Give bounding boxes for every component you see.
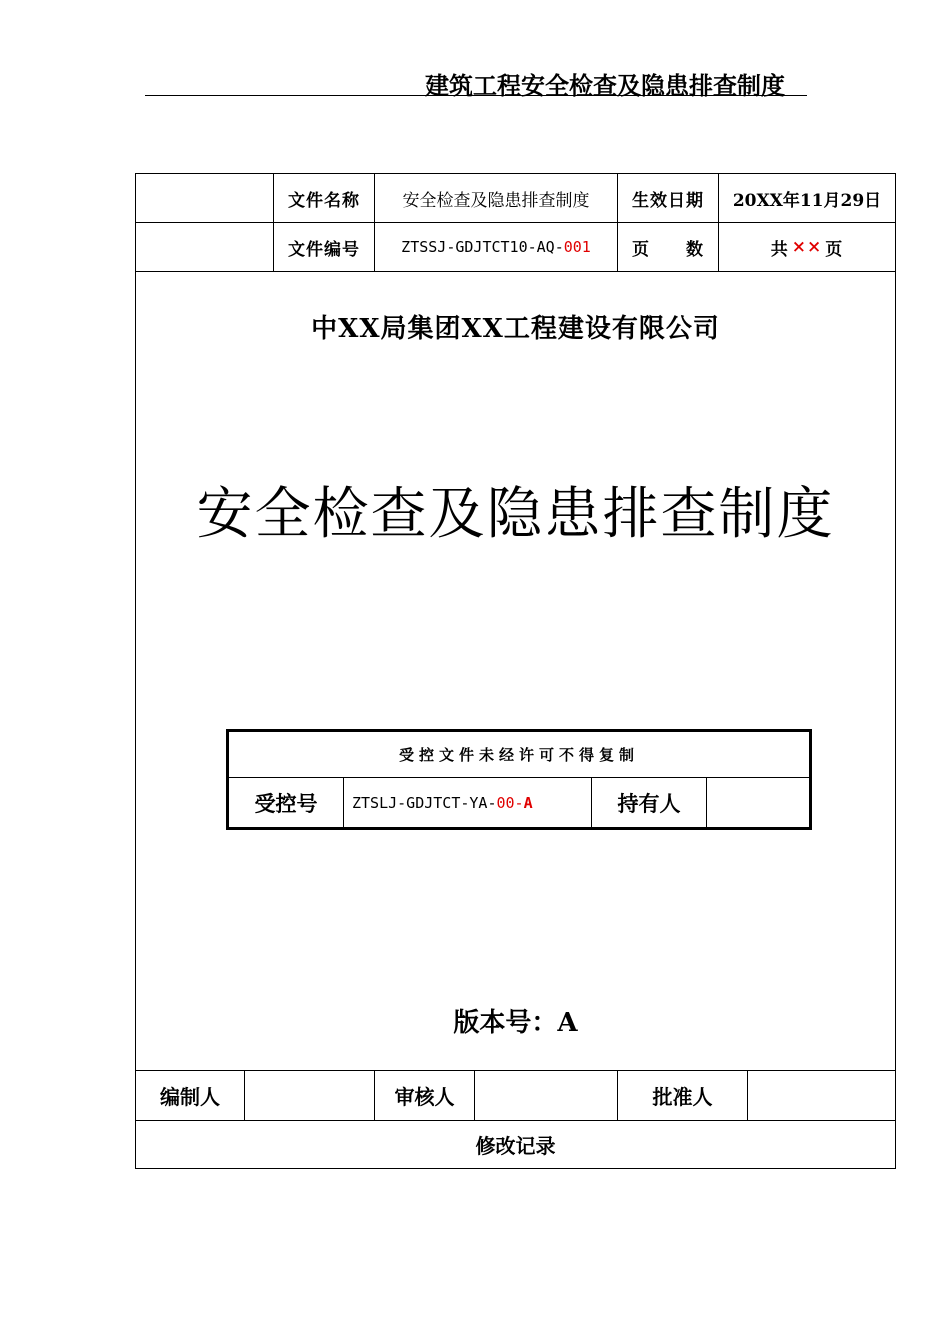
revision-record-label: 修改记录	[475, 1134, 556, 1158]
control-number-prefix: ZTSLJ-GDJTCT-YA-	[352, 793, 497, 812]
reviewer-label: 审核人	[394, 1085, 455, 1109]
holder-value[interactable]	[707, 778, 809, 827]
control-number-seq: 00-	[496, 793, 524, 812]
file-number-value	[375, 223, 617, 271]
pages-mark: ××	[791, 237, 823, 257]
control-number-rev: A	[523, 793, 533, 812]
header-rule	[145, 95, 807, 96]
reviewer-value[interactable]	[475, 1071, 617, 1120]
control-number-value	[344, 778, 591, 827]
holder-label: 持有人	[617, 790, 681, 816]
editor-label: 编制人	[160, 1085, 220, 1109]
pages-prefix: 共	[770, 239, 789, 260]
file-number-label: 文件编号	[288, 239, 360, 260]
approver-label: 批准人	[652, 1085, 713, 1109]
divider	[135, 271, 896, 272]
file-number-prefix: ZTSSJ-GDJTCT10-AQ-	[401, 238, 564, 256]
control-notice: 受控文件未经许可不得复制	[398, 746, 639, 764]
pages-value	[719, 223, 895, 271]
document-title: 安全检查及隐患排查制度	[196, 482, 835, 547]
company-name: 中XX局集团XX工程建设有限公司	[311, 314, 720, 344]
effective-date-value: 20XX年11月29日	[732, 190, 882, 211]
pages-label: 页 数	[632, 239, 704, 260]
approver-value[interactable]	[748, 1071, 895, 1120]
file-number-suffix: 001	[563, 238, 591, 256]
pages-suffix: 页	[825, 239, 844, 260]
file-name-value: 安全检查及隐患排查制度	[402, 190, 590, 211]
editor-value[interactable]	[245, 1071, 374, 1120]
page-header-title: 建筑工程安全检查及隐患排查制度	[425, 72, 785, 100]
effective-date-label: 生效日期	[632, 190, 704, 211]
file-name-label: 文件名称	[288, 190, 360, 211]
control-number-label: 受控号	[254, 790, 318, 816]
version-label: 版本号：A	[453, 1008, 578, 1038]
